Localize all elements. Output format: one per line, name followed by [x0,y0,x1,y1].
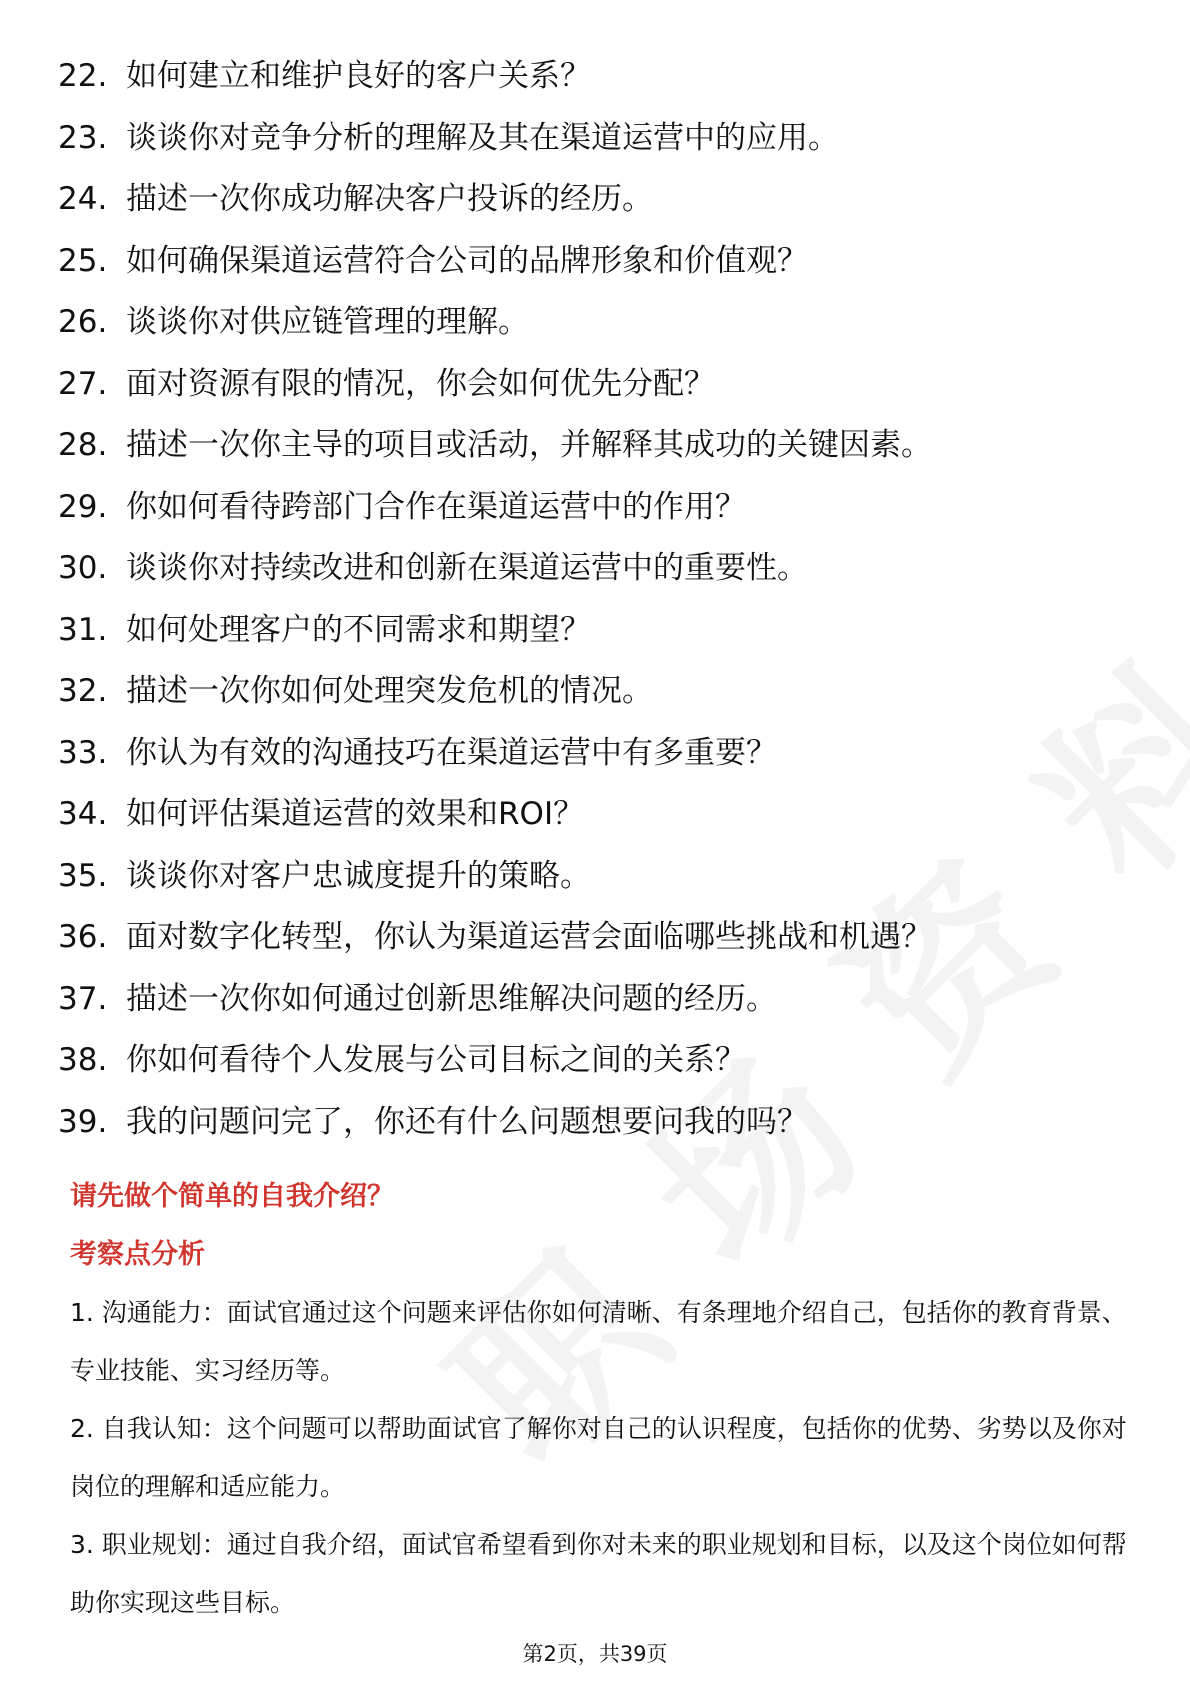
question-number: 36. [58,919,108,955]
question-number: 24. [58,181,108,217]
list-item [58,1092,1138,1154]
analysis-point: 2. 自我认知：这个问题可以帮助面试官了解你对自己的认识程度，包括你的优势、劣势以及你对岗位的理解和适应能力。 [70,1414,1127,1501]
question-number: 32. [58,673,108,709]
question-number: 26. [58,304,108,340]
question-text: 如何评估渠道运营的效果和ROI？ [126,796,585,832]
question-text: 面对资源有限的情况，你会如何优先分配？ [126,365,715,402]
question-number: 22. [58,58,108,94]
question-text: 描述一次你成功解决客户投诉的经历。 [126,181,653,217]
list-item [58,477,1138,539]
section-question-heading: 请先做个简单的自我介绍？ [70,1181,394,1212]
question-text: 谈谈你对持续改进和创新在渠道运营中的重要性。 [126,550,808,586]
list-item [58,538,1138,600]
question-text: 描述一次你主导的项目或活动，并解释其成功的关键因素。 [126,427,932,463]
question-number: 37. [58,980,108,1017]
question-text: 如何处理客户的不同需求和期望？ [126,611,591,648]
question-text: 你如何看待跨部门合作在渠道运营中的作用？ [126,488,746,525]
analysis-points [70,1284,1130,1632]
list-item [58,354,1138,416]
question-list [58,46,1138,1153]
question-text: 如何确保渠道运营符合公司的品牌形象和价值观？ [126,242,808,279]
question-number: 30. [58,550,108,586]
list-item [58,1030,1138,1092]
question-number: 35. [58,857,108,894]
question-number: 29. [58,488,108,525]
question-number: 33. [58,734,108,771]
question-number: 23. [58,119,108,156]
analysis-point: 1. 沟通能力：面试官通过这个问题来评估你如何清晰、有条理地介绍自己，包括你的教育背景、专业技能、实习经历等。 [70,1298,1127,1385]
list-item [58,969,1138,1031]
question-text: 谈谈你对供应链管理的理解。 [126,304,529,340]
question-number: 31. [58,611,108,648]
question-text: 你认为有效的沟通技巧在渠道运营中有多重要？ [126,734,777,771]
question-number: 28. [58,427,108,463]
list-item [58,231,1138,293]
answer-section [70,1168,1130,1632]
list-item [58,784,1138,846]
question-text: 描述一次你如何通过创新思维解决问题的经历。 [126,980,777,1017]
question-number: 27. [58,365,108,402]
list-item [58,292,1138,354]
question-text: 如何建立和维护良好的客户关系？ [126,58,591,94]
list-item [58,600,1138,662]
page-number-footer: 第2页，共39页 [522,1642,668,1666]
question-text: 谈谈你对竞争分析的理解及其在渠道运营中的应用。 [126,119,839,156]
question-number: 38. [58,1042,108,1078]
question-number: 25. [58,242,108,279]
list-item [58,907,1138,969]
question-text: 你如何看待个人发展与公司目标之间的关系？ [126,1042,746,1078]
list-item [58,723,1138,785]
question-number: 39. [58,1103,108,1140]
list-item [58,108,1138,170]
list-item [58,846,1138,908]
analysis-heading: 考察点分析 [70,1239,205,1270]
list-item [58,169,1138,231]
question-text: 我的问题问完了，你还有什么问题想要问我的吗？ [126,1103,808,1140]
list-item [58,46,1138,108]
list-item [58,661,1138,723]
list-item [58,415,1138,477]
analysis-point: 3. 职业规划：通过自我介绍，面试官希望看到你对未来的职业规划和目标，以及这个岗位如何帮助你实现这些目标。 [70,1530,1127,1617]
question-number: 34. [58,796,108,832]
question-text: 面对数字化转型，你认为渠道运营会面临哪些挑战和机遇？ [126,919,932,955]
question-text: 描述一次你如何处理突发危机的情况。 [126,673,653,709]
question-text: 谈谈你对客户忠诚度提升的策略。 [126,857,591,894]
